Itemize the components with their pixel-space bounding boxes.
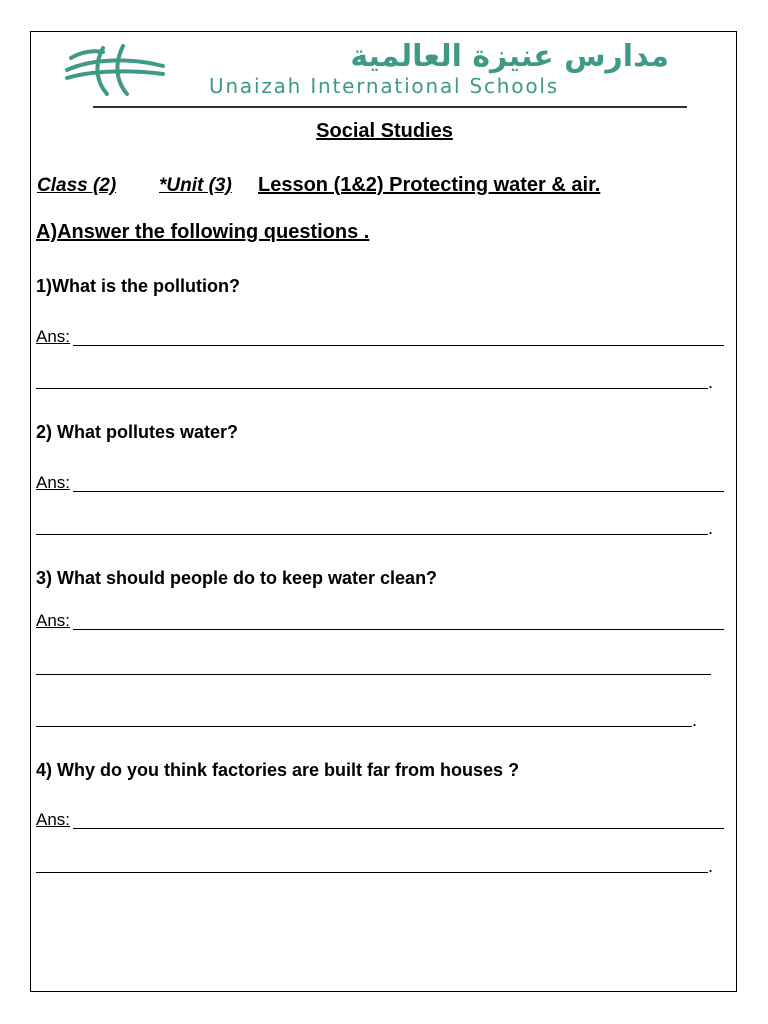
- school-logo: [63, 39, 669, 100]
- school-name-english: Unaizah International Schools: [209, 74, 559, 98]
- line-end-dot: .: [708, 518, 714, 538]
- question-3: 3) What should people do to keep water clean?: [36, 568, 438, 588]
- answer-line-3a[interactable]: [36, 611, 724, 633]
- school-name-arabic: مدارس عنيزة العالمية: [350, 39, 669, 74]
- question-2: 2) What pollutes water?: [36, 422, 239, 442]
- answer-line-1a[interactable]: [36, 327, 724, 349]
- answer-label: Ans:: [36, 810, 71, 829]
- answer-line-1b[interactable]: [36, 388, 708, 389]
- answer-label: Ans:: [36, 327, 71, 346]
- answer-line-4a[interactable]: [36, 810, 724, 832]
- page-title: Social Studies: [316, 120, 453, 142]
- answer-line-4b[interactable]: [36, 872, 708, 873]
- answer-line-2a[interactable]: [36, 473, 724, 495]
- line-end-dot: .: [692, 710, 698, 730]
- line-end-dot: .: [708, 372, 714, 392]
- line-end-dot: .: [708, 856, 714, 876]
- globe-logo-icon: [63, 44, 167, 96]
- answer-line-3b[interactable]: [36, 674, 711, 675]
- class-label: Class (2): [37, 175, 117, 196]
- worksheet-page: [30, 31, 737, 992]
- lesson-label: Lesson (1&2) Protecting water & air.: [258, 174, 601, 196]
- question-1: 1)What is the pollution?: [36, 276, 240, 296]
- header-divider: [93, 106, 687, 108]
- unit-label: *Unit (3): [159, 175, 232, 196]
- answer-label: Ans:: [36, 473, 71, 492]
- answer-line-2b[interactable]: [36, 534, 708, 535]
- answer-line-3c[interactable]: [36, 726, 692, 727]
- question-4: 4) Why do you think factories are built far from houses ?: [36, 760, 520, 780]
- section-heading: A)Answer the following questions .: [36, 221, 370, 243]
- answer-label: Ans:: [36, 611, 71, 630]
